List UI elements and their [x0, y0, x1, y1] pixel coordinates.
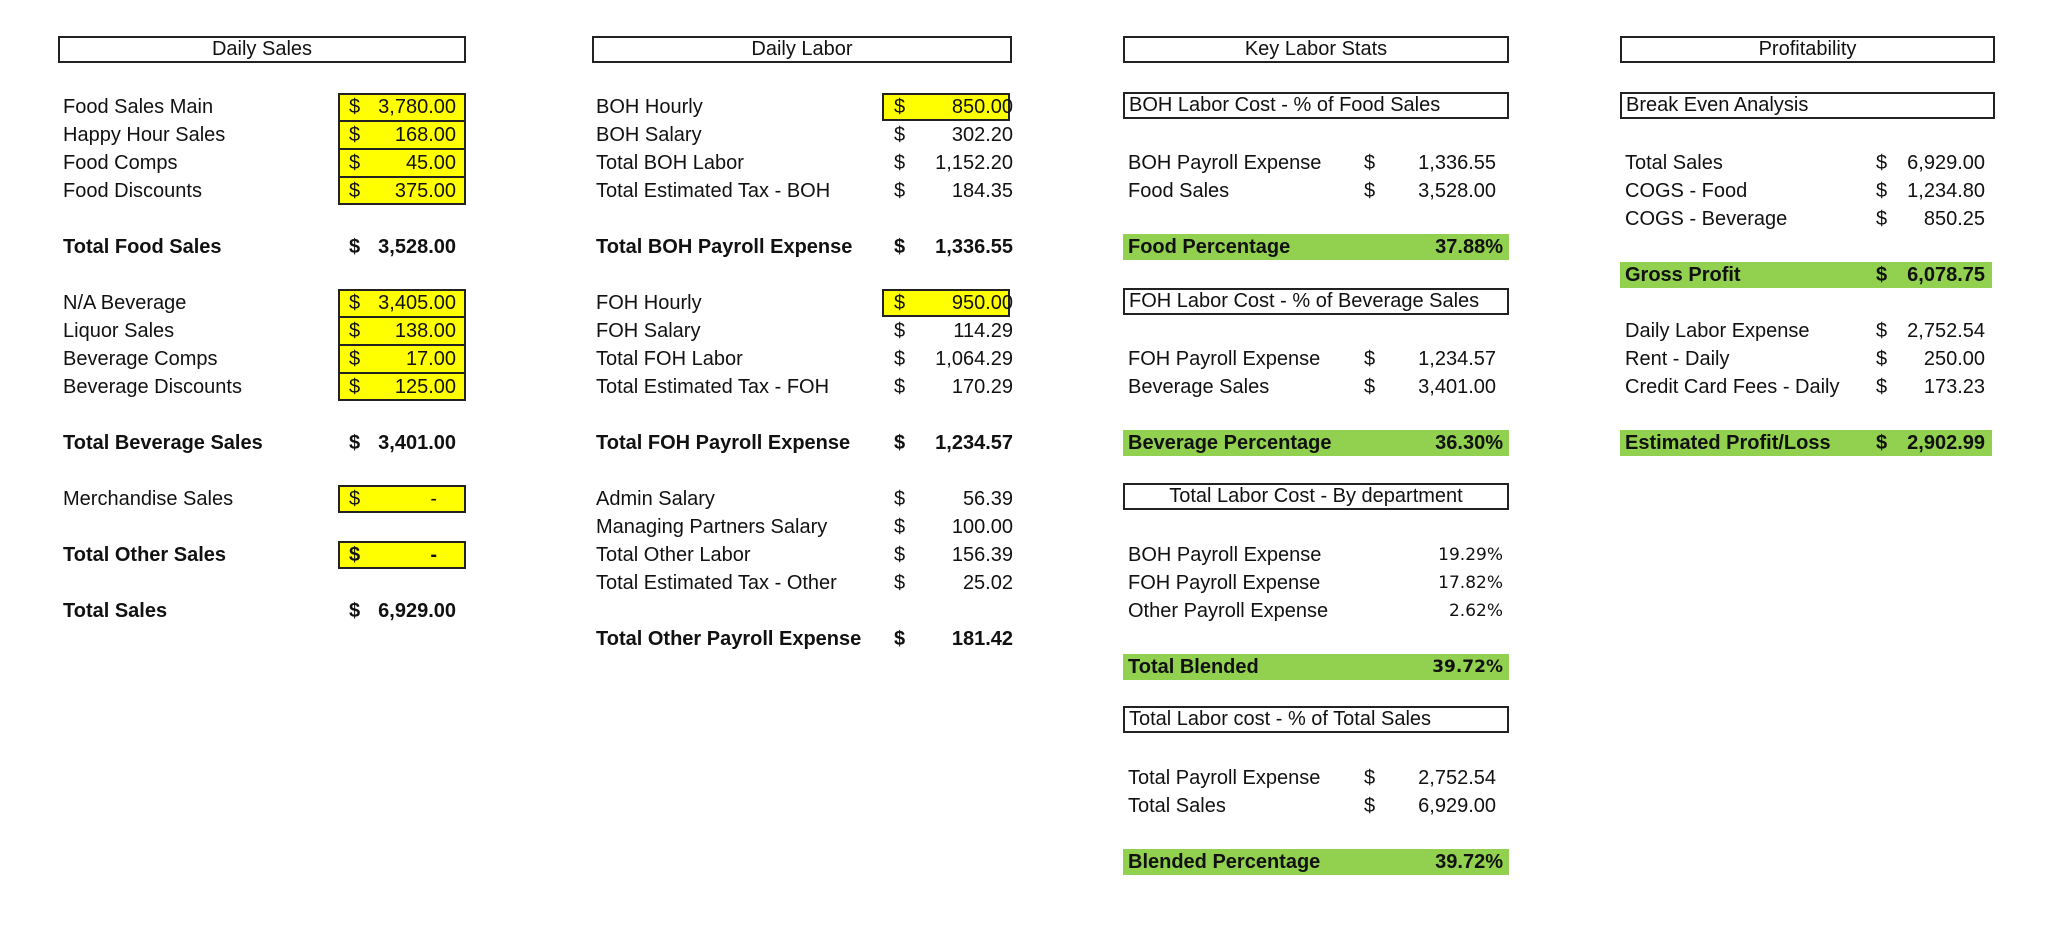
currency-symbol: $ [1876, 180, 1888, 202]
other-tax-row [596, 569, 1016, 597]
row-value: 56.39 [962, 488, 1013, 510]
row-label: FOH Hourly [596, 292, 702, 314]
row-label: Total Estimated Tax - BOH [596, 180, 831, 202]
row-value: 2,752.54 [1907, 320, 1985, 342]
row-label: Total Sales [63, 600, 168, 622]
beverage-percentage-row [1128, 429, 1508, 457]
row-value: 1,234.80 [1907, 180, 1985, 202]
currency-symbol: $ [894, 180, 906, 202]
row-label: Total BOH Labor [596, 152, 744, 174]
row-value: 100.00 [951, 516, 1013, 538]
row-label: Daily Labor Expense [1625, 320, 1810, 342]
row-value: 181.42 [951, 628, 1013, 650]
boh-hourly-row [596, 93, 1016, 121]
managing-partners-salary-row [596, 513, 1016, 541]
currency-symbol: $ [349, 96, 361, 118]
currency-symbol: $ [894, 152, 906, 174]
boh-labor-cost-subheader: BOH Labor Cost - % of Food Sales [1123, 92, 1509, 119]
total-foh-payroll-row [596, 429, 1016, 457]
foh-tax-row [596, 373, 1016, 401]
beverage-comps-input[interactable]: 17.00 [405, 348, 456, 370]
row-value: 1,234.57 [1418, 348, 1496, 370]
row-label: Estimated Profit/Loss [1625, 432, 1831, 454]
estimated-profit-value: 2,902.99 [1907, 432, 1985, 454]
row-label: Managing Partners Salary [596, 516, 828, 538]
beverage-percentage-value: 36.30% [1435, 432, 1503, 454]
row-label: Total Sales [1625, 152, 1723, 174]
row-label: Total Beverage Sales [63, 432, 263, 454]
row-label: COGS - Beverage [1625, 208, 1788, 230]
total-foh-labor-row [596, 345, 1016, 373]
na-beverage-input[interactable]: 3,405.00 [378, 292, 456, 314]
currency-symbol: $ [1364, 767, 1376, 789]
currency-symbol: $ [349, 376, 361, 398]
row-value: 184.35 [951, 180, 1013, 202]
row-label: Food Sales [1128, 180, 1230, 202]
foh-labor-cost-subheader: FOH Labor Cost - % of Beverage Sales [1123, 288, 1509, 315]
row-label: Gross Profit [1625, 264, 1741, 286]
boh-payroll-expense-row [1128, 149, 1508, 177]
row-label: Total Estimated Tax - FOH [596, 376, 830, 398]
row-value: 1,336.55 [1418, 152, 1496, 174]
row-value: 114.29 [953, 320, 1013, 342]
beverage-comps-row [63, 345, 463, 373]
foh-hourly-row [596, 289, 1016, 317]
row-label: Total Food Sales [63, 236, 222, 258]
total-boh-labor-row [596, 149, 1016, 177]
total-food-sales-row [63, 233, 463, 261]
currency-symbol: $ [894, 544, 906, 566]
currency-symbol: $ [349, 320, 361, 342]
boh-salary-row [596, 121, 1016, 149]
total-blended-row [1128, 653, 1508, 681]
happy-hour-sales-row [63, 121, 463, 149]
row-label: Happy Hour Sales [63, 124, 226, 146]
currency-symbol: $ [349, 488, 361, 510]
row-label: FOH Payroll Expense [1128, 348, 1321, 370]
row-value: 2,752.54 [1418, 767, 1496, 789]
currency-symbol: $ [1364, 180, 1376, 202]
food-sales-row [1128, 177, 1508, 205]
credit-card-fees-row [1625, 373, 1995, 401]
row-label: COGS - Food [1625, 180, 1748, 202]
currency-symbol: $ [894, 348, 906, 370]
row-label: Total Payroll Expense [1128, 767, 1321, 789]
row-label: Admin Salary [596, 488, 715, 510]
labor-by-department-subheader: Total Labor Cost - By department [1123, 483, 1509, 510]
food-discounts-row [63, 177, 463, 205]
row-label: Liquor Sales [63, 320, 175, 342]
cogs-food-row [1625, 177, 1995, 205]
currency-symbol: $ [894, 124, 906, 146]
total-other-sales-input[interactable]: - [430, 544, 437, 566]
profitability-header: Profitability [1620, 36, 1995, 63]
row-value: 6,929.00 [1418, 795, 1496, 817]
beverage-sales-row [1128, 373, 1508, 401]
na-beverage-row [63, 289, 463, 317]
merchandise-sales-row [63, 485, 463, 513]
estimated-profit-row [1625, 429, 1995, 457]
currency-symbol: $ [349, 600, 361, 622]
food-discounts-input[interactable]: 375.00 [394, 180, 456, 202]
food-sales-main-input[interactable]: 3,780.00 [378, 96, 456, 118]
row-label: BOH Payroll Expense [1128, 152, 1322, 174]
currency-symbol: $ [894, 376, 906, 398]
row-value: 3,401.00 [1418, 376, 1496, 398]
row-label: Food Comps [63, 152, 178, 174]
total-sales-stat-row [1128, 792, 1508, 820]
row-value: 1,152.20 [935, 152, 1013, 174]
food-percentage-value: 37.88% [1435, 236, 1503, 258]
admin-salary-row [596, 485, 1016, 513]
labor-total-sales-subheader: Total Labor cost - % of Total Sales [1123, 706, 1509, 733]
total-other-labor-row [596, 541, 1016, 569]
row-value: 25.02 [962, 572, 1013, 594]
row-label: Blended Percentage [1128, 851, 1321, 873]
currency-symbol: $ [1364, 795, 1376, 817]
total-sales-value: 6,929.00 [378, 600, 456, 622]
row-label: Food Discounts [63, 180, 202, 202]
currency-symbol: $ [894, 572, 906, 594]
row-label: Merchandise Sales [63, 488, 234, 510]
row-label: Total Estimated Tax - Other [596, 572, 837, 594]
dept-foh-row [1128, 569, 1508, 597]
currency-symbol: $ [1364, 376, 1376, 398]
liquor-sales-input[interactable]: 138.00 [394, 320, 456, 342]
row-value: 3,528.00 [1418, 180, 1496, 202]
row-label: Total FOH Payroll Expense [596, 432, 851, 454]
currency-symbol: $ [1876, 348, 1888, 370]
total-payroll-expense-row [1128, 764, 1508, 792]
prof-total-sales-row [1625, 149, 1995, 177]
row-label: Rent - Daily [1625, 348, 1730, 370]
foh-payroll-expense-row [1128, 345, 1508, 373]
row-value: 170.29 [951, 376, 1013, 398]
row-value: 6,929.00 [1907, 152, 1985, 174]
currency-symbol: $ [894, 516, 906, 538]
food-comps-input[interactable]: 45.00 [405, 152, 456, 174]
row-label: Beverage Sales [1128, 376, 1270, 398]
beverage-discounts-row [63, 373, 463, 401]
row-value: 173.23 [1923, 376, 1985, 398]
currency-symbol: $ [1364, 152, 1376, 174]
row-label: Beverage Discounts [63, 376, 242, 398]
merchandise-sales-input[interactable]: - [430, 488, 437, 510]
currency-symbol: $ [894, 236, 906, 258]
liquor-sales-row [63, 317, 463, 345]
row-label: Total Blended [1128, 656, 1259, 678]
row-label: N/A Beverage [63, 292, 187, 314]
total-beverage-sales-value: 3,401.00 [378, 432, 456, 454]
currency-symbol: $ [894, 292, 906, 314]
row-value: 156.39 [951, 544, 1013, 566]
row-label: BOH Hourly [596, 96, 703, 118]
row-label: Total Other Payroll Expense [596, 628, 862, 650]
currency-symbol: $ [349, 432, 361, 454]
currency-symbol: $ [894, 488, 906, 510]
currency-symbol: $ [349, 152, 361, 174]
dept-other-row [1128, 597, 1508, 625]
rent-daily-row [1625, 345, 1995, 373]
currency-symbol: $ [1876, 208, 1888, 230]
currency-symbol: $ [1876, 432, 1888, 454]
total-beverage-sales-row [63, 429, 463, 457]
row-label: Total FOH Labor [596, 348, 743, 370]
total-boh-payroll-row [596, 233, 1016, 261]
total-sales-row [63, 597, 463, 625]
gross-profit-value: 6,078.75 [1907, 264, 1985, 286]
row-value: 302.20 [951, 124, 1013, 146]
row-label: Beverage Comps [63, 348, 218, 370]
daily-labor-expense-row [1625, 317, 1995, 345]
row-label: Food Sales Main [63, 96, 214, 118]
row-label: Total Other Labor [596, 544, 751, 566]
gross-profit-row [1625, 261, 1995, 289]
currency-symbol: $ [349, 124, 361, 146]
currency-symbol: $ [349, 348, 361, 370]
food-percentage-row [1128, 233, 1508, 261]
currency-symbol: $ [349, 544, 361, 566]
currency-symbol: $ [1364, 348, 1376, 370]
row-label: BOH Payroll Expense [1128, 544, 1322, 566]
total-other-sales-row [63, 541, 463, 569]
row-label: Total Other Sales [63, 544, 227, 566]
row-label: Other Payroll Expense [1128, 600, 1329, 622]
row-value: 19.29% [1438, 545, 1503, 565]
foh-salary-row [596, 317, 1016, 345]
row-label: Total BOH Payroll Expense [596, 236, 853, 258]
blended-percentage-value: 39.72% [1435, 851, 1503, 873]
row-value: 1,064.29 [935, 348, 1013, 370]
total-blended-value: 39.72% [1432, 657, 1503, 677]
currency-symbol: $ [894, 96, 906, 118]
foh-hourly-input[interactable]: 950.00 [951, 292, 1013, 314]
row-label: Beverage Percentage [1128, 432, 1332, 454]
daily-labor-header: Daily Labor [592, 36, 1012, 63]
daily-sales-header: Daily Sales [58, 36, 466, 63]
row-label: BOH Salary [596, 124, 702, 146]
blended-percentage-row [1128, 848, 1508, 876]
cogs-beverage-row [1625, 205, 1995, 233]
beverage-discounts-input[interactable]: 125.00 [394, 376, 456, 398]
break-even-subheader: Break Even Analysis [1620, 92, 1995, 119]
row-label: FOH Payroll Expense [1128, 572, 1321, 594]
currency-symbol: $ [349, 180, 361, 202]
boh-tax-row [596, 177, 1016, 205]
row-value: 1,336.55 [935, 236, 1013, 258]
boh-hourly-input[interactable]: 850.00 [951, 96, 1013, 118]
row-label: Food Percentage [1128, 236, 1291, 258]
currency-symbol: $ [1876, 376, 1888, 398]
currency-symbol: $ [1876, 320, 1888, 342]
currency-symbol: $ [1876, 152, 1888, 174]
row-value: 1,234.57 [935, 432, 1013, 454]
dept-boh-row [1128, 541, 1508, 569]
currency-symbol: $ [894, 432, 906, 454]
food-sales-main-row [63, 93, 463, 121]
row-label: Total Sales [1128, 795, 1226, 817]
row-label: Credit Card Fees - Daily [1625, 376, 1840, 398]
row-value: 250.00 [1923, 348, 1985, 370]
row-value: 2.62% [1448, 601, 1503, 621]
currency-symbol: $ [349, 236, 361, 258]
currency-symbol: $ [1876, 264, 1888, 286]
total-food-sales-value: 3,528.00 [378, 236, 456, 258]
currency-symbol: $ [349, 292, 361, 314]
row-label: FOH Salary [596, 320, 701, 342]
total-other-payroll-row [596, 625, 1016, 653]
currency-symbol: $ [894, 628, 906, 650]
currency-symbol: $ [894, 320, 906, 342]
happy-hour-sales-input[interactable]: 168.00 [394, 124, 456, 146]
food-comps-row [63, 149, 463, 177]
key-labor-stats-header: Key Labor Stats [1123, 36, 1509, 63]
row-value: 17.82% [1438, 573, 1503, 593]
row-value: 850.25 [1923, 208, 1985, 230]
